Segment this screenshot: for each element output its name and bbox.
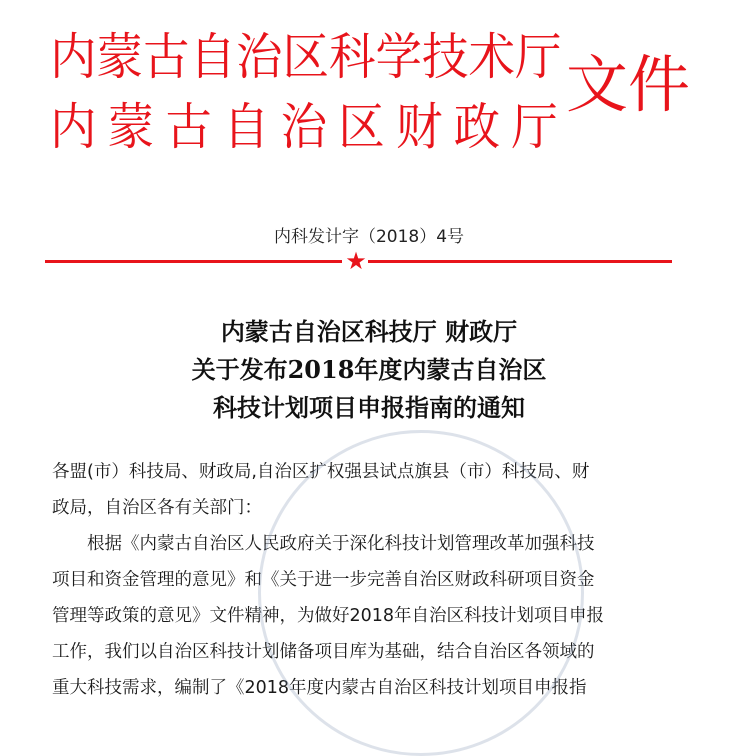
body-line: 管理等政策的意见》文件精神，为做好2018年自治区科技计划项目申报 — [52, 606, 605, 626]
red-rule-left — [45, 260, 342, 263]
title-line-1: 内蒙古自治区科技厅 财政厅 — [220, 317, 518, 346]
star-icon: ★ — [345, 247, 367, 275]
document-number: 内科发计字（2018）4号 — [273, 227, 465, 247]
body-line: 项目和资金管理的意见》和《关于进一步完善自治区财政科研项目资金 — [52, 570, 595, 590]
body-line: 各盟(市）科技局、财政局,自治区扩权强县试点旗县（市）科技局、财 — [52, 462, 590, 482]
body-line: 根据《内蒙古自治区人民政府关于深化科技计划管理改革加强科技 — [52, 534, 595, 554]
title-line-2: 关于发布2018年度内蒙古自治区 — [191, 355, 547, 384]
title-line-3: 科技计划项目申报指南的通知 — [213, 393, 525, 422]
body-line: 重大科技需求，编制了《2018年度内蒙古自治区科技计划项目申报指 — [52, 678, 587, 698]
issuer-line-1: 内蒙古自治区科学技术厅 — [50, 28, 562, 86]
body-line: 政局，自治区各有关部门： — [52, 498, 262, 518]
body-line: 工作，我们以自治区科技计划储备项目库为基础，结合自治区各领域的 — [52, 642, 595, 662]
doc-type-label: 文件 — [566, 48, 691, 121]
red-rule-right — [368, 260, 672, 263]
issuer-line-2: 内蒙古自治区财政厅 — [50, 98, 569, 156]
